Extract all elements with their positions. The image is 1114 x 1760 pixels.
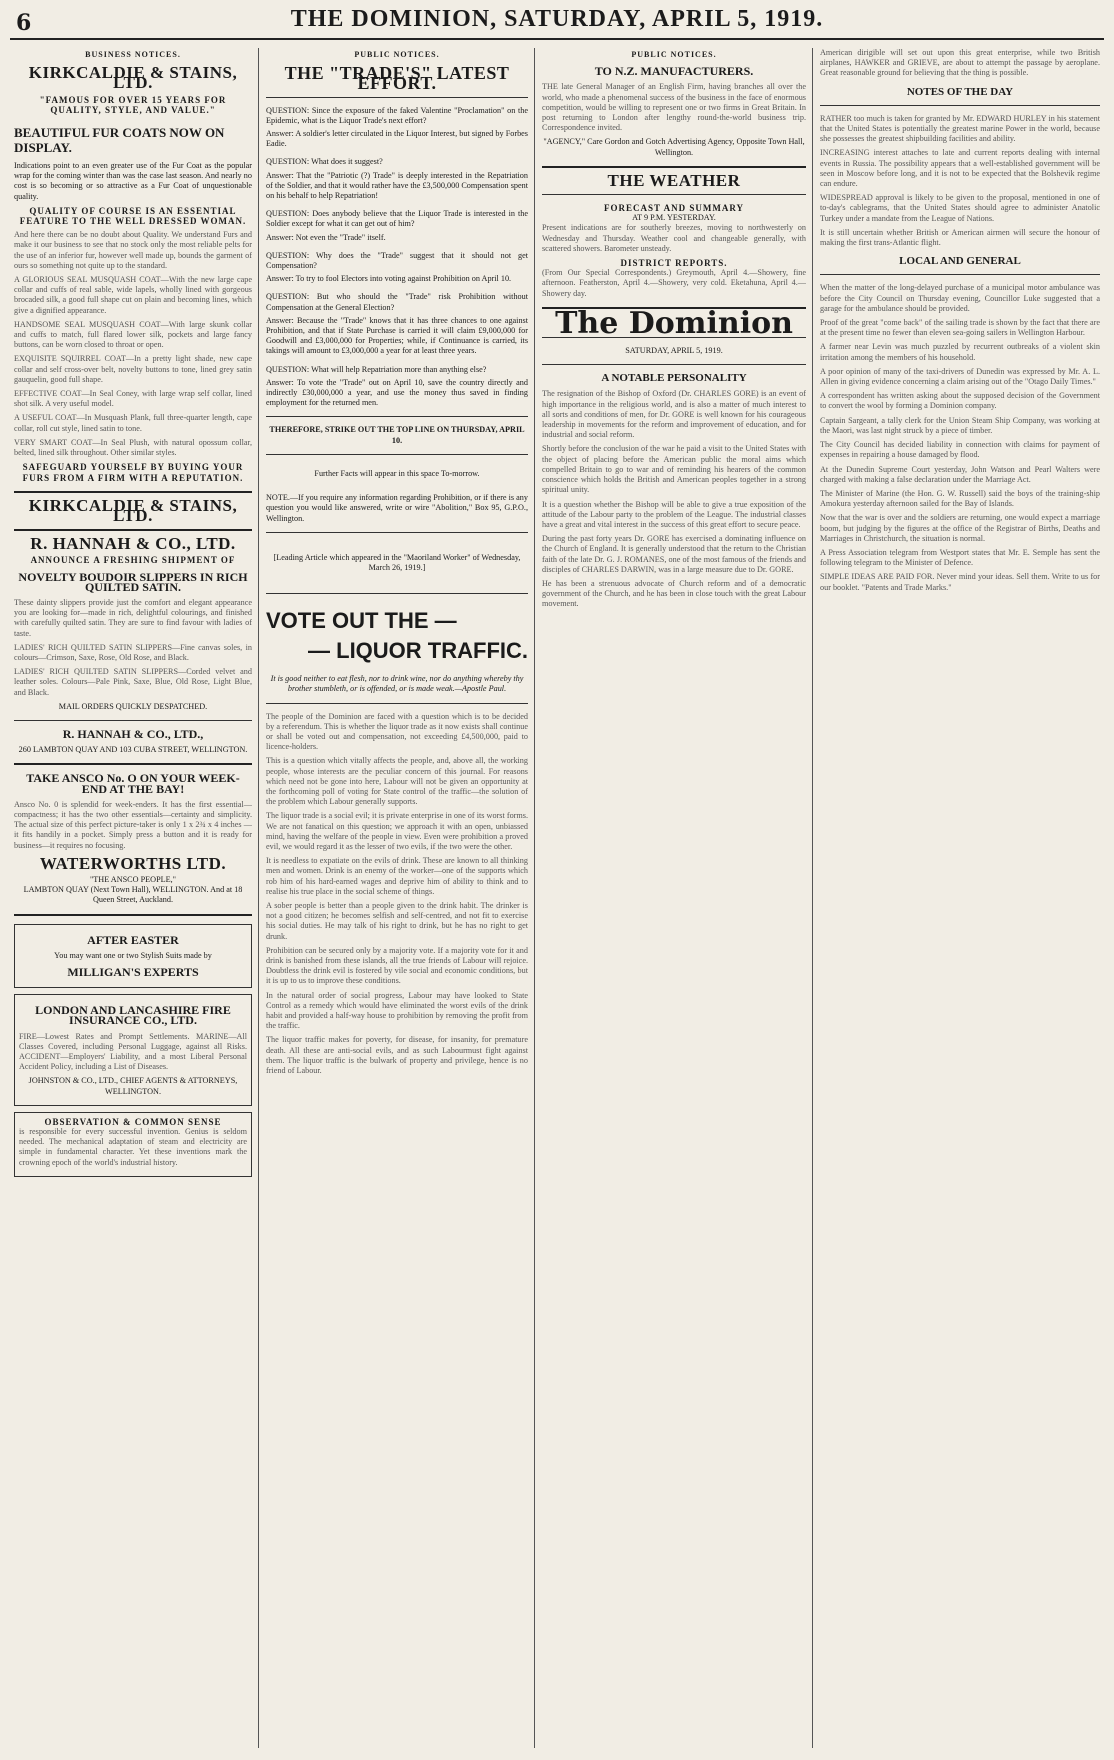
notice-headline: THE "TRADE'S" LATEST EFFORT. [284, 63, 510, 94]
advert-heading: OBSERVATION & COMMON SENSE [44, 1116, 222, 1127]
divider [542, 194, 806, 195]
news-text: WIDESPREAD approval is likely to be given to the proposal, mentioned in one of to-day's cablegrams, that the United States should agree to administer Anatolic Turkey under a mandate from the League of Nations. [820, 193, 1100, 223]
notice-text: [Leading Article which appeared in the "Maoriland Worker" of Wednesday, March 26, 1919.] [273, 552, 521, 572]
news-text: A farmer near Levin was much puzzled by recurrent outbreaks of a violent skin irritation among the members of his household. [820, 342, 1100, 362]
qa-question: QUESTION: Does anybody believe that the Liquor Trade is interested in the Soldier except for what it can get out of him? [266, 209, 528, 229]
advert-title: KIRKCALDIE & STAINS, LTD. [28, 63, 238, 93]
advert-title: WATERWORTHS LTD. [39, 853, 227, 873]
weather-heading: THE WEATHER [607, 170, 741, 190]
forecast-heading: FORECAST AND SUMMARY [603, 203, 745, 214]
divider [14, 491, 252, 493]
advert-heading: BEAUTIFUL FUR COATS NOW ON DISPLAY. [14, 125, 225, 156]
masthead-rule [10, 38, 1104, 40]
article-text: It is needless to expatiate on the evils of drink. These are known to all thinking men and women. Drink is an enemy of the worker—one of the supports which rob him of his hard-earned wages and deprive him of ability to think and to realise his true place in the social scheme of things. [266, 856, 528, 896]
advert-text: HANDSOME SEAL MUSQUASH COAT—With large skunk collar and cuffs to match, full flared lower silk, pockets and large fancy buttons, can be worn closed to throat or open. [14, 319, 252, 350]
scripture-quote: It is good neither to eat flesh, nor to drink wine, nor do anything whereby thy brother stumbleth, or is offended, or is made weak.—Apostle Paul. [270, 674, 524, 694]
column-rule [258, 48, 259, 1748]
news-text: The Minister of Marine (the Hon. G. W. Russell) said the boys of the training-ship Amokura yesterday afternoon sailed for the Bay of Islands. [820, 488, 1100, 509]
article-text: Prohibition can be secured only by a majority vote. If a majority vote for it and drink is banished from these islands, all the true friends of Labour will rejoice. Doubtless the drink evil is fostered by vile social and economic conditions, but it is up to us to improve these conditions. [266, 945, 528, 986]
news-text: Proof of the great "come back" of the sailing trade is shown by the fact that there are at the present time no fewer than eleven sea-going sailers in Wellington Harbour. [820, 318, 1100, 338]
advert-title: R. HANNAH & CO., LTD., [62, 726, 204, 741]
notice-text: THE late General Manager of an English Firm, having branches all over the world, who made a phenomenal success of the business in the face of enormous competition, would be willing to represent one or two firms in Great Britain. In post returning to London after lengthy round-the-world business trip. Correspondence invited. [542, 82, 806, 133]
divider [266, 593, 528, 594]
qa-question: QUESTION: What does it suggest? [266, 157, 383, 167]
column-public-notices [266, 48, 528, 1748]
qa-question: QUESTION: But who should the "Trade" risk Prohibition without Compensation at the General Election? [266, 292, 528, 312]
editorial-text: He has been a strenuous advocate of Church reform and of a democratic government of the Church, and he has been in close touch with the great Labour movement. [542, 578, 806, 609]
advert-text: EXQUISITE SQUIRREL COAT—In a pretty light shade, new cape collar and self cross-over belt, novelty buttons to tone, lined grey satin gauquelin, good full shape. [14, 354, 252, 384]
qa-answer: Answer: To try to fool Electors into voting against Prohibition on April 10. [266, 274, 512, 284]
qa-answer: Answer: Because the "Trade" knows that it has three chances to one against Prohibition, and that if State Purchase is carried it will claim £9,000,000 for Goodwill and £3,000,000 for Properties; while, if Continuance is carried, its takings will amount to £3,000,000 a year for at least three years. [266, 315, 528, 356]
advert-text: Ansco No. 0 is splendid for week-enders. It has the first essential—compactness; it has the two other essentials—certainty and simplicity. The actual size of this perfect picture-taker is only 1 x 2¾ x 4 inches —it fits handily in a pocket. Simply press a button and it is ready for business—it requires no focusing. [14, 799, 252, 850]
notice-text: NOTE.—If you require any information regarding Prohibition, or if there is any question you would like answered, write or wire "Abolition," Box 95, G.P.O., Wellington. [266, 493, 528, 523]
editorial-text: The resignation of the Bishop of Oxford (Dr. CHARLES GORE) is an event of high importance in the religious world, and is also a matter of much interest to all sorts and conditions of men, for Dr. GORE is well known for his courageous leadership in movements for the reform and improvement of education, and for industrial and social reform. [542, 389, 806, 440]
qa-question: QUESTION: Why does the "Trade" suggest that it should not get Compensation? [266, 250, 528, 271]
news-text: SIMPLE IDEAS ARE PAID FOR. Never mind your ideas. Sell them. Write to us for our booklet. "Patents and Trade Marks." [820, 572, 1100, 592]
advert-box [14, 924, 252, 989]
notice-address: "AGENCY," Care Gordon and Gotch Advertising Agency, Opposite Town Hall, Wellington. [543, 137, 805, 157]
divider [14, 763, 252, 765]
masthead [0, 0, 1114, 46]
news-text: American dirigible will set out upon this great enterprise, while two British airplanes, HAWKER and GRIEVE, are about to attempt the passage by aeroplane. Great reasonable ground for believing that the thing is possible. [820, 48, 1100, 78]
qa-answer: Answer: To vote the "Trade" out on April 10, save the country directly and indirectly £30,000,000 a year, and use the money thus saved in finding employment for the returned men. [266, 377, 528, 408]
column-business-notices [14, 48, 252, 1748]
advert-text: You may want one or two Stylish Suits made by [54, 950, 212, 960]
qa-question: QUESTION: Since the exposure of the faked Valentine "Proclamation" on the Epidemic, what is the Liquor Trade's next effort? [266, 105, 528, 125]
qa-answer: Answer: That the "Patriotic (?) Trade" is deeply interested in the Repatriation of the Soldier, and that it would rather have the £3,500,000 Compensation spent on his behalf to help Repatriation! [266, 170, 528, 201]
news-text: The City Council has decided liability in connection with claims for payment of expenses in repairing a house damaged by flood. [820, 440, 1100, 460]
local-heading: LOCAL AND GENERAL [899, 255, 1021, 268]
qa-list [266, 106, 528, 409]
divider [266, 532, 528, 533]
editorial-text: During the past forty years Dr. GORE has exercised a dominating influence on the Church of England. It is generally understood that the return to the Christian faith of the late Dr. G. J. ROMANES, one of the most famous of the friends and disciples of CHARLES DARWIN, was in a large measure due to Dr. GORE. [542, 534, 806, 574]
divider [820, 105, 1100, 106]
column-news [820, 48, 1100, 1748]
newspaper-nameplate: The Dominion [555, 305, 793, 341]
advert-heading: TAKE ANSCO No. O ON YOUR WEEK-END AT THE BAY! [26, 771, 240, 796]
news-text: RATHER too much is taken for granted by Mr. EDWARD HURLEY in his statement that the United States is potentially the greatest marine Power in the world, because she possesses the greatest shipbuilding facilities and ability. [820, 113, 1100, 144]
divider [266, 416, 528, 417]
advert-heading: NOVELTY BOUDOIR SLIPPERS IN RICH QUILTED SATIN. [18, 569, 248, 594]
news-text: A Press Association telegram from Westport states that Mr. E. Semple has sent the following telegram to the Minister of Defence. [820, 547, 1100, 568]
article-text: This is a question which vitally affects the people, and, above all, the working people, whose interests are the peculiar concern of this journal. For reasons which need not be gone into here, Labour will not be given an opportunity at the forthcoming poll of voting for State control of the traffic—the solution of the problem which Labour generally supports. [266, 756, 528, 807]
qa-answer: Answer: Not even the "Trade" itself. [266, 232, 386, 242]
article-text: The liquor traffic makes for poverty, for disease, for insanity, for premature death. All these are anti-social evils, and as such Labourmust fight against them. The liquor traffic is the bulwark of property and privilege, hence is no friend of Labour. [266, 1035, 528, 1076]
divider [820, 274, 1100, 275]
advert-subhead: QUALITY OF COURSE IS AN ESSENTIAL FEATURE TO THE WELL DRESSED WOMAN. [19, 205, 247, 227]
divider [14, 914, 252, 916]
divider [14, 529, 252, 531]
news-text: Now that the war is over and the soldiers are returning, one would expect a marriage boom, but judging by the figures at the office of the Registrar of Births, Deaths and Marriages in Christchurch, the situation is normal. [820, 513, 1100, 543]
advert-text: EFFECTIVE COAT—In Seal Coney, with large wrap self collar, lined shot silk. A very useful model. [14, 389, 252, 409]
advert-text: A GLORIOUS SEAL MUSQUASH COAT—With the new large cape collar and cuffs of real sable, wide lapels, wholly lined with gorgeous brocaded silk, a good full shape cut on plain and becoming lines, which give a dignified appearance. [14, 275, 252, 315]
district-text: (From Our Special Correspondents.) Greymouth, April 4.—Showery, fine afternoon. Featherston, April 4.—Showery, very cold. Eketahuna, April 4.—Showery day. [542, 268, 806, 298]
divider [266, 97, 528, 98]
district-heading: DISTRICT REPORTS. [620, 258, 728, 269]
column-head: BUSINESS NOTICES. [85, 50, 181, 59]
advert-title: MILLIGAN'S EXPERTS [67, 965, 199, 979]
advert-text: A USEFUL COAT—In Musquash Plank, full three-quarter length, cape collar, roll cut style, lined satin to tone. [14, 413, 252, 433]
news-text: A poor opinion of many of the taxi-drivers of Dunedin was expressed by Mr. A. L. Allen in giving evidence concerning a claim arising out of the "Otago Daily Times." [820, 366, 1100, 387]
advert-box [14, 1112, 252, 1177]
page-number: 6 [16, 10, 32, 36]
advert-text: FIRE—Lowest Rates and Prompt Settlements. MARINE—All Classes Covered, including Personal Luggage, against all Risks. ACCIDENT—Employers' Liability, and a most Liberal Personal Accident Policy, including a List of Diseases. [19, 1031, 247, 1072]
advert-subhead: SAFEGUARD YOURSELF BY BUYING YOUR FURS FROM A FIRM WITH A REPUTATION. [22, 462, 244, 483]
divider [14, 720, 252, 721]
notice-heading: TO N.Z. MANUFACTURERS. [594, 64, 754, 79]
divider [542, 364, 806, 365]
news-text: Captain Sargeant, a tally clerk for the Union Steam Ship Company, was working at the Maori, was last night struck by a piece of timber. [820, 415, 1100, 435]
column-head: PUBLIC NOTICES. [631, 50, 717, 59]
advert-subhead: MAIL ORDERS QUICKLY DESPATCHED. [58, 701, 208, 711]
qa-answer: Answer: A soldier's letter circulated in the Liquor Interest, but signed by Forbes Eadie. [266, 129, 528, 149]
editorial-heading: A NOTABLE PERSONALITY [601, 372, 747, 385]
column-rule [812, 48, 813, 1748]
article-text: In the natural order of social progress, Labour may have looked to State Control as a remedy which would have eliminated the worst evils of the drink habit and provided a half-way house to prohibition by removing the profit from the traffic. [266, 990, 528, 1031]
notes-heading: NOTES OF THE DAY [906, 85, 1014, 98]
advert-text: LADIES' RICH QUILTED SATIN SLIPPERS—Corded velvet and leather soles. Colours—Pale Pink, Saxe, Blue, Old Rose, Light Blue, and Black. [14, 667, 252, 697]
vote-headline-line2: — LIQUOR TRAFFIC. [308, 638, 528, 664]
forecast-time: AT 9 P.M. YESTERDAY. [632, 213, 716, 223]
column-head: PUBLIC NOTICES. [354, 50, 440, 59]
editorial-text: It is a question whether the Bishop will be able to give a true exposition of the attitude of the Labour party to the problem of the League. The industrial classes have a great and vital interest in the success of this great effort to secure peace. [542, 499, 806, 529]
news-text: INCREASING interest attaches to late and current reports dealing with internal events in Russia. The possibility appears that a well-established government will be seen in Moscow before long, and it is not to be expected that the Bolshevik regime can endure. [820, 148, 1100, 189]
column-rule [534, 48, 535, 1748]
advert-title: KIRKCALDIE & STAINS, LTD. [28, 495, 238, 525]
advert-text: LADIES' RICH QUILTED SATIN SLIPPERS—Fine canvas soles, in colours—Crimson, Saxe, Rose, Old Rose, and Black. [14, 642, 252, 662]
advert-address: 260 LAMBTON QUAY AND 103 CUBA STREET, WELLINGTON. [18, 745, 248, 755]
advert-text: VERY SMART COAT—In Seal Plush, with natural opossum collar, belted, lined silk throughout. Other similar styles. [14, 437, 252, 458]
advert-tagline: ANNOUNCE A FRESHING SHIPMENT OF [30, 555, 236, 566]
advert-heading: AFTER EASTER [87, 932, 179, 947]
divider [266, 454, 528, 455]
advert-body: Indications point to an even greater use of the Fur Coat as the popular wrap for the coming winter than was the case last season. And nearly no cost is so becoming or so attractive as a Fur Coat of unquestionable quality. [14, 161, 252, 201]
advert-tagline: "THE ANSCO PEOPLE," [89, 874, 177, 884]
news-text: It is still uncertain whether British or American airmen will secure the honour of making the first trans-Atlantic flight. [820, 227, 1100, 248]
news-text: At the Dunedin Supreme Court yesterday, John Watson and Pearl Walters were charged with making a false declaration under the Marriage Act. [820, 464, 1100, 484]
qa-question: QUESTION: What will help Repatriation more than anything else? [266, 364, 487, 374]
advert-text: These dainty slippers provide just the comfort and elegant appearance you are looking for—made in rich, delightful colourings, and finished with carefully quilted satin. They are sure to find favour with ladies of taste. [14, 597, 252, 638]
advert-title: LONDON AND LANCASHIRE FIRE INSURANCE CO., LTD. [35, 1003, 231, 1028]
divider [542, 166, 806, 168]
editorial-text: Shortly before the conclusion of the war he paid a visit to the United States with the object of placing before the American public the moral aims which compelled Britain to go to war and of reminding his hearers of the common conscience which holds the British and American peoples together in a strong spiritual unity. [542, 444, 806, 495]
advert-text: And here there can be no doubt about Quality. We understand Furs and make it our business to see that no stock only the most reliable pelts for the use of an inferior fur, however well made up, bounds the garment of ours so something not quite up to the standard. [14, 230, 252, 270]
advert-box [14, 994, 252, 1106]
advert-title: R. HANNAH & CO., LTD. [30, 534, 236, 554]
vote-headline-line1: VOTE OUT THE — [266, 608, 457, 634]
advert-text: JOHNSTON & CO., LTD., CHIEF AGENTS & ATTORNEYS, WELLINGTON. [28, 1076, 238, 1096]
notice-callout: THEREFORE, STRIKE OUT THE TOP LINE ON THURSDAY, APRIL 10. [269, 425, 525, 445]
article-text: A sober people is better than a people given to the drink habit. The drinker is not a good citizen; he becomes selfish and self-centred, and not fit to exercise his social duties. He may talk of his right to drink, but he has no right to get drunk. [266, 900, 528, 941]
edition-date: SATURDAY, APRIL 5, 1919. [625, 346, 723, 356]
advert-text: is responsible for every successful invention. Genius is seldom needed. The mechanical adaptation of steam and electricity are simple in fundamental character. Yet these inventions mark the crowning epoch of the world's industrial history. [19, 1127, 247, 1167]
article-text: The people of the Dominion are faced with a question which is to be decided by a referendum. This is whether the liquor trade as it now exists shall continue or shall be voted out and compensation, not exceeding £4,500,000, paid to licence-holders. [266, 711, 528, 752]
advert-tagline: "FAMOUS FOR OVER 15 YEARS FOR QUALITY, STYLE, AND VALUE." [39, 94, 227, 115]
column-dominion-editorial [542, 48, 806, 1748]
newspaper-title: THE DOMINION, SATURDAY, APRIL 5, 1919. [290, 6, 824, 32]
article-text: The liquor trade is a social evil; it is private enterprise in one of its worst forms. We are not fanatical on this question; we approach it with an open, unbiassed mind, having the welfare of the people in view. Even were prohibition a proved evil, we would regard it as the lesser of two evils, if the two were the other. [266, 811, 528, 851]
forecast-text: Present indications are for southerly breezes, moving to northwesterly on Wednesday and Thursday. Weather cool and changeable generally, with scattered showers. Barometer unsteady. [542, 223, 806, 253]
advert-address: LAMBTON QUAY (Next Town Hall), WELLINGTON. And at 18 Queen Street, Auckland. [23, 885, 243, 905]
notice-text: Further Facts will appear in this space To-morrow. [314, 468, 480, 478]
news-text: When the matter of the long-delayed purchase of a municipal motor ambulance was before the City Council on Thursday evening, Councillor Luke suggested that a garage for the ambulance should be provided. [820, 283, 1100, 313]
divider [266, 703, 528, 704]
news-text: A correspondent has written asking about the supposed decision of the Government to convert the wool by forming a Dominion company. [820, 391, 1100, 411]
